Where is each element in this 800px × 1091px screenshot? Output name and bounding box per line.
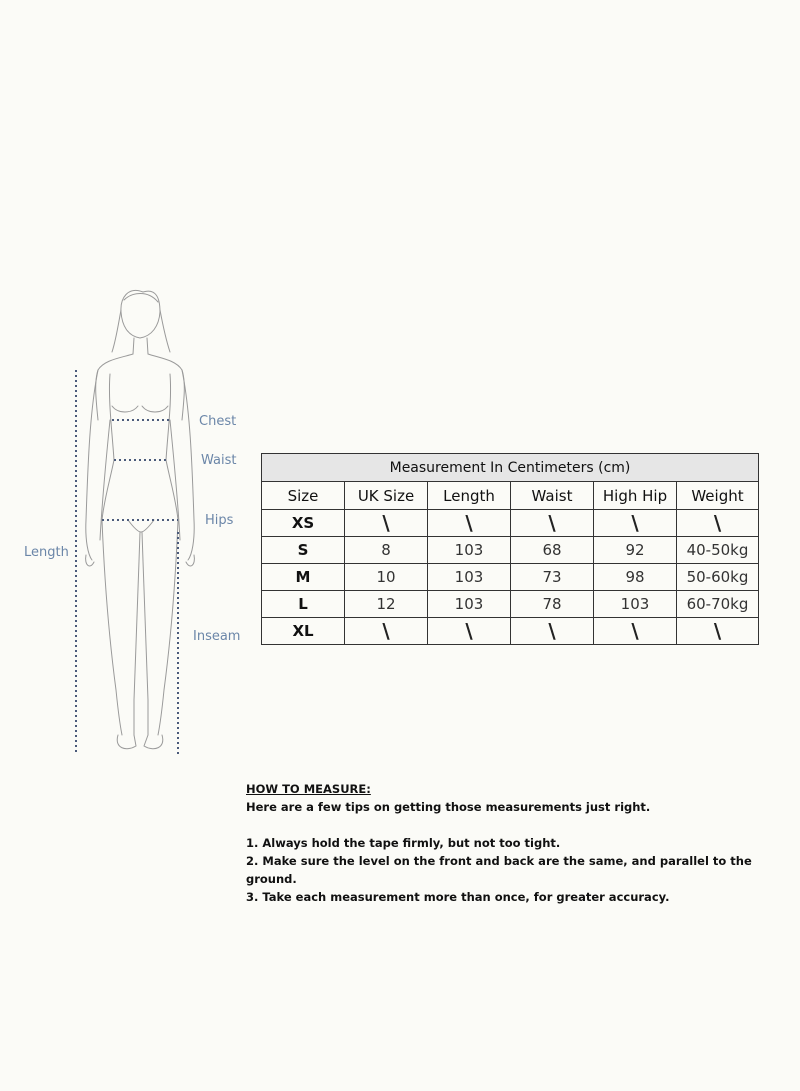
chest-label: Chest — [199, 414, 237, 429]
cell-length: \ — [428, 510, 511, 537]
cell-size: L — [262, 591, 345, 618]
cell-uk-size: 8 — [345, 537, 428, 564]
cell-waist: \ — [511, 618, 594, 645]
length-label: Length — [24, 545, 69, 560]
header-weight: Weight — [677, 482, 759, 510]
tip-item: 3. Take each measurement more than once, for greater accuracy. — [246, 890, 670, 904]
inseam-label: Inseam — [193, 629, 241, 644]
cell-high-hip: \ — [594, 618, 677, 645]
header-length: Length — [428, 482, 511, 510]
tip-item: 1. Always hold the tape firmly, but not too tight. — [246, 836, 561, 850]
cell-waist: \ — [511, 510, 594, 537]
waist-label: Waist — [201, 453, 237, 468]
how-to-measure-heading: HOW TO MEASURE: — [246, 782, 371, 796]
cell-length: \ — [428, 618, 511, 645]
cell-size: S — [262, 537, 345, 564]
cell-waist: 78 — [511, 591, 594, 618]
how-to-measure-intro: Here are a few tips on getting those measurements just right. — [246, 800, 651, 814]
cell-uk-size: \ — [345, 510, 428, 537]
cell-weight: 60-70kg — [677, 591, 759, 618]
cell-high-hip: \ — [594, 510, 677, 537]
cell-high-hip: 98 — [594, 564, 677, 591]
table-row — [262, 591, 759, 618]
cell-length: 103 — [428, 537, 511, 564]
size-chart-table — [261, 453, 759, 645]
table-title-row — [262, 454, 759, 482]
cell-size: XL — [262, 618, 345, 645]
table-header-row — [262, 482, 759, 510]
cell-waist: 73 — [511, 564, 594, 591]
cell-high-hip: 92 — [594, 537, 677, 564]
cell-weight: \ — [677, 510, 759, 537]
table-title: Measurement In Centimeters (cm) — [262, 454, 759, 482]
table-row — [262, 537, 759, 564]
cell-weight: 50-60kg — [677, 564, 759, 591]
table-row — [262, 510, 759, 537]
body-measurement-figure — [0, 270, 260, 770]
cell-waist: 68 — [511, 537, 594, 564]
header-high-hip: High Hip — [594, 482, 677, 510]
cell-uk-size: 10 — [345, 564, 428, 591]
tip-item: 2. Make sure the level on the front and back are the same, and parallel to the ground. — [246, 854, 752, 886]
hips-label: Hips — [205, 513, 234, 528]
cell-weight: \ — [677, 618, 759, 645]
cell-weight: 40-50kg — [677, 537, 759, 564]
cell-size: M — [262, 564, 345, 591]
table-row — [262, 618, 759, 645]
cell-uk-size: 12 — [345, 591, 428, 618]
cell-uk-size: \ — [345, 618, 428, 645]
header-size: Size — [262, 482, 345, 510]
header-waist: Waist — [511, 482, 594, 510]
how-to-measure-section — [246, 780, 786, 906]
cell-high-hip: 103 — [594, 591, 677, 618]
cell-length: 103 — [428, 564, 511, 591]
cell-length: 103 — [428, 591, 511, 618]
table-row — [262, 564, 759, 591]
header-uk-size: UK Size — [345, 482, 428, 510]
cell-size: XS — [262, 510, 345, 537]
